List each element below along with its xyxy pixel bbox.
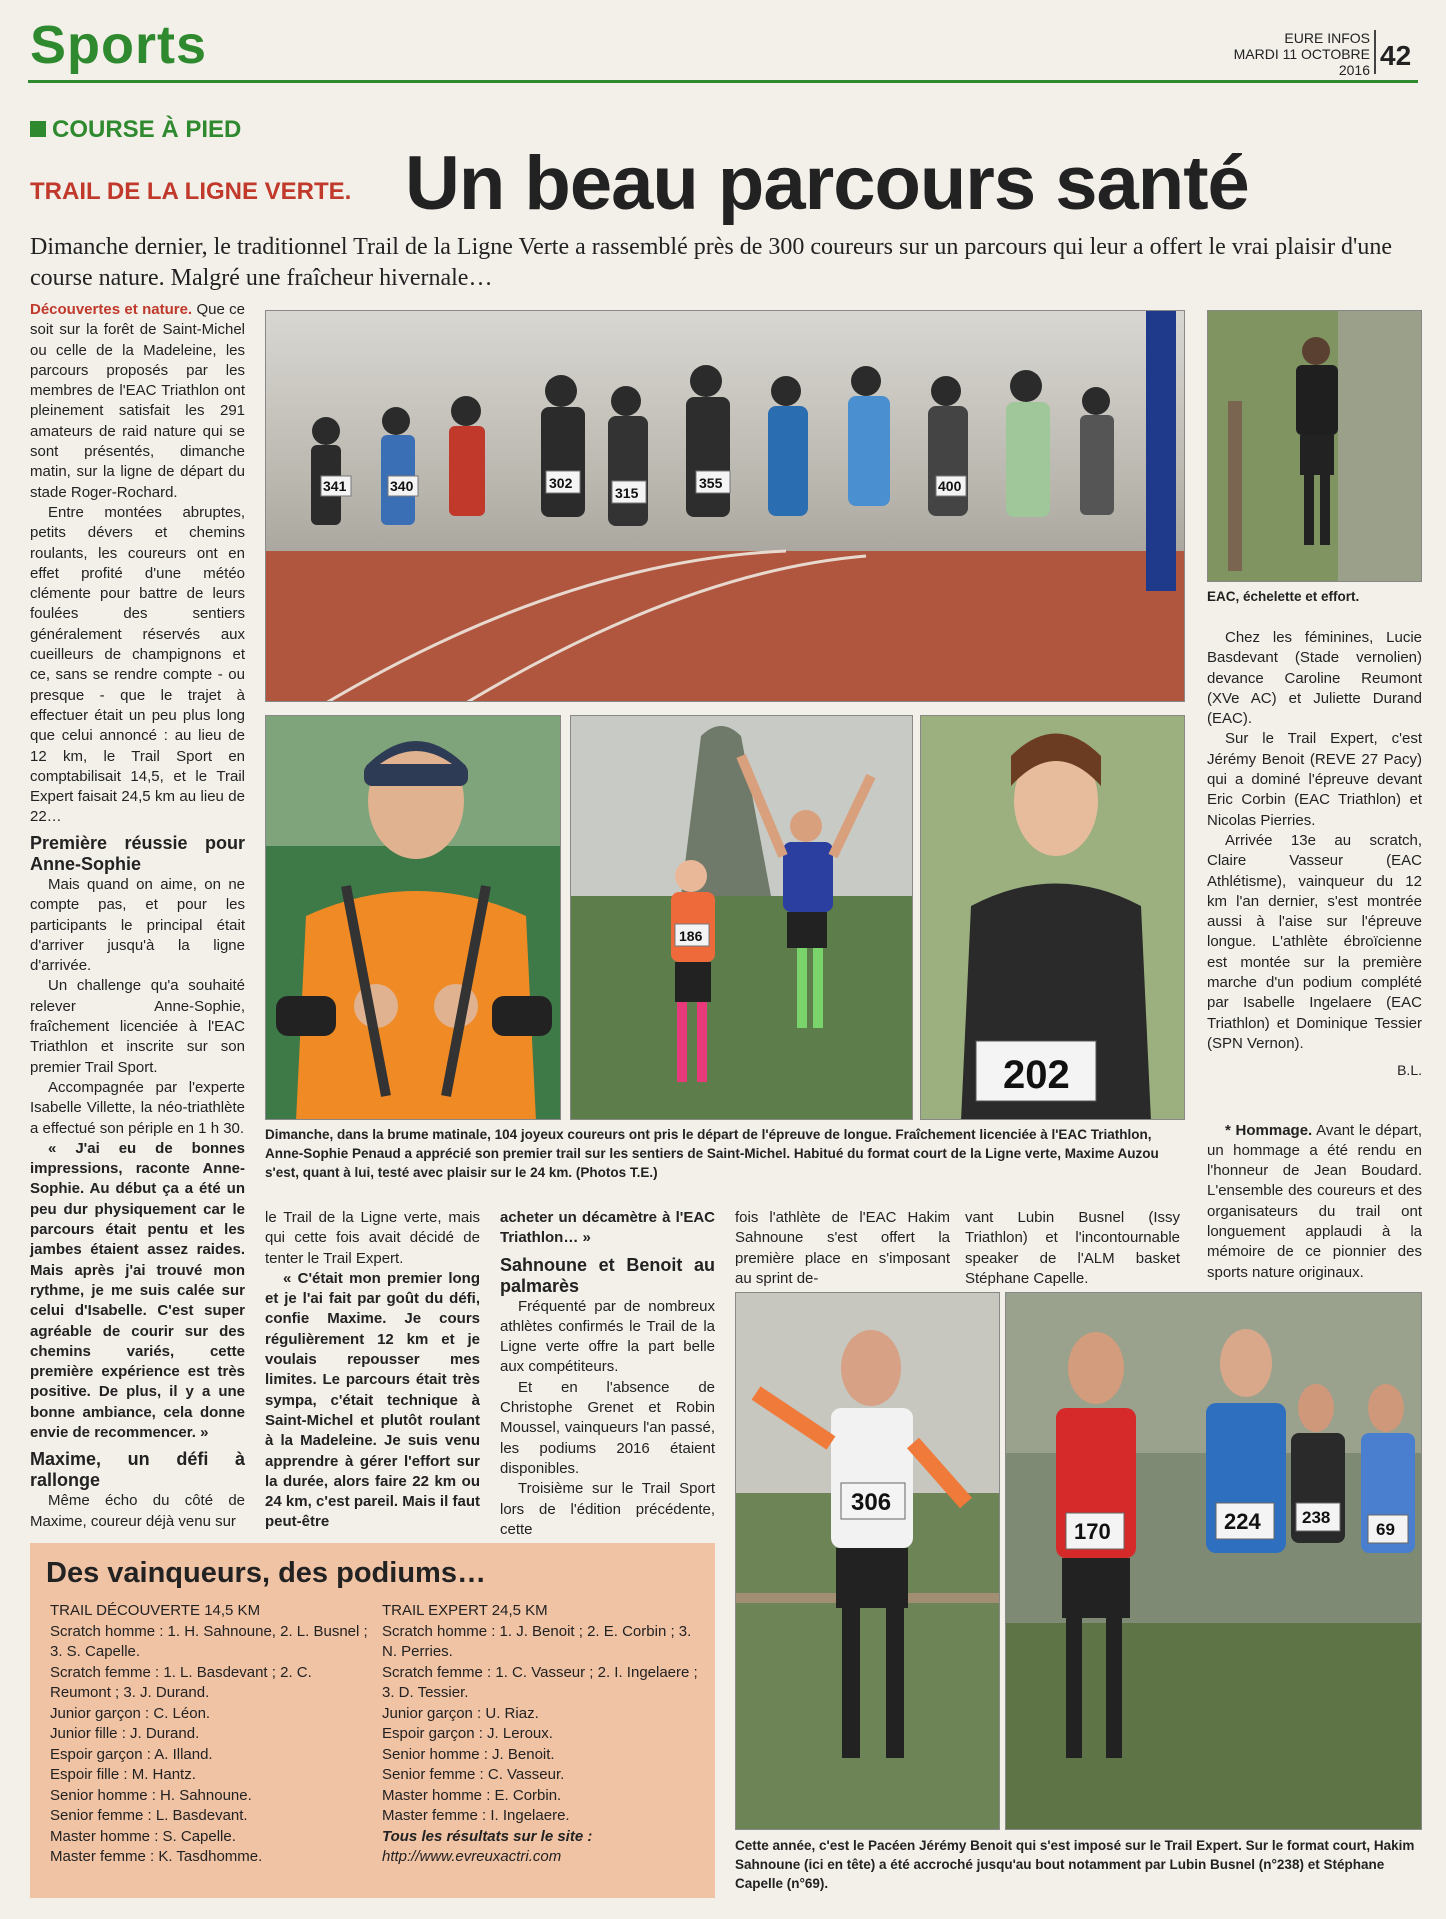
rubric [30, 116, 241, 144]
woman-runner-illustration [921, 716, 1185, 1120]
result-line: Senior homme : J. Benoit. [382, 1745, 555, 1763]
article-column-1 [30, 300, 245, 828]
subheading: Maxime, un défi à rallonge [30, 1449, 245, 1491]
paragraph: Fréquenté par de nombreux athlètes confirmés le Trail de la Ligne verte offre la part belle aux compétiteurs. [500, 1297, 715, 1376]
paragraph: Entre montées abruptes, petits dévers et chemins roulants, les coureurs ont en effet profité d'une météo clémente pour battre de leurs foulées des sentiers généralement réservés aux cueilleurs de champignons et ce, sans se rendre compte - ou presque - que le trajet à effectuer était un peu plus long que celui annoncé : au lieu de 12 km, le Trail Sport en comptabilisait 14,5, et le Trail Expert faisait 24,5 km au lieu de 22… [30, 503, 245, 826]
photo-maxime [265, 715, 561, 1120]
photo-sahnoune [735, 1292, 1000, 1830]
article-column-5 [965, 1208, 1180, 1289]
paragraph: Même écho du côté de Maxime, coureur déjà venu sur [30, 1492, 245, 1530]
bib-label: 306 [851, 1489, 892, 1516]
paper-date: MARDI 11 OCTOBRE 2016 [1233, 46, 1370, 78]
podium-subtitle: TRAIL EXPERT 24,5 KM [382, 1602, 548, 1619]
result-line: Master homme : S. Capelle. [50, 1827, 236, 1845]
bib-label: 69 [1376, 1520, 1395, 1539]
podium-box [30, 1543, 715, 1898]
paragraph: Et en l'absence de Christophe Grenet et Robin Moussel, vainqueurs l'an passé, les podiums 2016 étaient disponibles. [500, 1378, 715, 1477]
result-line: Master homme : E. Corbin. [382, 1786, 562, 1804]
paragraph: Chez les féminines, Lucie Basdevant (Stade vernolien) devance Caroline Reumont (XVe AC) et Juliette Durand (EAC). [1207, 629, 1422, 728]
page-number: 42 [1380, 40, 1412, 71]
result-line: Junior garçon : U. Riaz. [382, 1704, 539, 1722]
bib-label: 170 [1074, 1519, 1111, 1544]
text: Que ce soit sur la forêt de Saint-Michel ou celle de la Madeleine, les parcours proposés par les membres de l'EAC Triathlon ont pleinement satisfait les 291 amateurs de raid nature qui se sont présentés, dimanche matin, sur la ligne de départ du stade Roger-Rochard. [30, 301, 245, 501]
paragraph: acheter un décamètre à l'EAC Triathlon… » [500, 1209, 715, 1247]
paragraph [1207, 1121, 1422, 1283]
headline: Un beau parcours santé [405, 141, 1249, 226]
benoit-group-illustration [1006, 1293, 1422, 1830]
lead-paragraph: Dimanche dernier, le traditionnel Trail de la Ligne Verte a rassemblé près de 300 coureurs sur un parcours qui leur a offert le vrai plaisir d'une course nature. Malgré une fraîcheur hivernale… [30, 234, 1393, 291]
kicker: TRAIL DE LA LIGNE VERTE. [30, 178, 352, 205]
result-line: Master femme : K. Tasdhomme. [50, 1848, 263, 1865]
paragraph: Accompagnée par l'experte Isabelle Villette, la néo-triathlète a effectué son périple en 1 h 30. [30, 1078, 245, 1137]
paragraph: « C'était mon premier long et je l'ai fait par goût du défi, confie Maxime. Je cours régulièrement 12 km et je voulais repousser mes limites. Le parcours était très sympa, c'était technique à Saint-Michel et plutôt roulant à la Madeleine. Je suis venu apprendre à gérer l'effort sur la durée, alors faire 22 km ou 24 km, c'est pareil. Mais il faut peut-être [265, 1269, 480, 1531]
runner-steps-illustration [1208, 311, 1422, 582]
page-divider [1374, 30, 1376, 74]
maxime-illustration [266, 716, 561, 1120]
bib-label: 224 [1224, 1509, 1261, 1534]
caption-middle: Dimanche, dans la brume matinale, 104 joyeux coureurs ont pris le départ de l'épreuve de longue. Fraîchement licenciée à l'EAC Triathlon, Anne-Sophie Penaud a apprécié son premier trail sur les sentiers de Saint-Michel. Habitué du format court de la Ligne verte, Maxime Auzou s'est, quant à lui, testé avec plaisir sur le 24 km. (Photos T.E.) [265, 1127, 1159, 1180]
paragraph [30, 300, 245, 503]
caption-top-right: EAC, échelette et effort. [1207, 589, 1360, 604]
result-line: Junior fille : J. Durand. [50, 1725, 200, 1742]
anne-sophie-illustration [571, 716, 913, 1120]
article-column-3 [500, 1208, 715, 1540]
author-signature: B.L. [1397, 1062, 1422, 1079]
podium-subtitle: TRAIL DÉCOUVERTE 14,5 KM [50, 1602, 261, 1619]
photo-anne-sophie [570, 715, 913, 1120]
section-title: Sports [30, 15, 208, 75]
results-label: Tous les résultats sur le site : [382, 1827, 593, 1845]
result-line: Espoir garçon : J. Leroux. [382, 1725, 553, 1742]
result-line: Espoir garçon : A. Illand. [50, 1745, 213, 1763]
result-line: Senior femme : C. Vasseur. [382, 1766, 565, 1783]
photo-woman-runner [920, 715, 1185, 1120]
bib-label: 238 [1302, 1508, 1331, 1527]
rubric-square-icon [30, 121, 46, 137]
article-column-4 [735, 1208, 950, 1289]
paragraph: le Trail de la Ligne verte, mais qui cette fois avait décidé de tenter le Trail Expert. [265, 1209, 480, 1267]
bib-label: 302 [549, 475, 573, 491]
bib-label: 186 [679, 928, 703, 944]
bib-label: 340 [390, 478, 414, 494]
result-line: Junior garçon : C. Léon. [50, 1704, 211, 1722]
photo-runner-steps [1207, 310, 1422, 582]
result-line: Scratch femme : 1. C. Vasseur ; 2. I. Ingelaere ; 3. D. Tessier. [382, 1663, 698, 1701]
start-line-illustration [266, 311, 1185, 702]
results-link[interactable]: http://www.evreuxactri.com [382, 1848, 562, 1865]
caption-bottom: Cette année, c'est le Pacéen Jérémy Benoit qui s'est imposé sur le Trail Expert. Sur le format court, Hakim Sahnoune (ici en tête) a été accroché jusqu'au bout notamment par Lubin Busnel (n°238) et Stéphane Capelle (n°69). [735, 1838, 1415, 1891]
podium-expert [382, 1601, 702, 1868]
podium-title: Des vainqueurs, des podiums… [46, 1557, 486, 1589]
result-line: Master femme : I. Ingelaere. [382, 1807, 570, 1824]
bib-label: 202 [1003, 1053, 1070, 1097]
subheading: Sahnoune et Benoit au palmarès [500, 1254, 715, 1296]
result-line: Espoir fille : M. Hantz. [50, 1766, 196, 1783]
result-line: Scratch homme : 1. J. Benoit ; 2. E. Corbin ; 3. N. Perries. [382, 1622, 692, 1660]
header-rule [28, 80, 1418, 83]
bib-label: 355 [699, 475, 723, 491]
result-line: Scratch homme : 1. H. Sahnoune, 2. L. Busnel ; 3. S. Capelle. [50, 1622, 368, 1660]
rubric-label: COURSE À PIED [52, 116, 242, 143]
article-column-2 [265, 1208, 480, 1533]
paragraph: Arrivée 13e au scratch, Claire Vasseur (EAC Athlétisme), vainqueur du 12 km l'an dernier, s'est montrée aussi à l'aise sur l'épreuve longue. L'athlète ébroïcienne est montée sur la première marche d'un podium complété par Isabelle Ingelaere (EAC Triathlon) et Dominique Tessier (SPN Vernon). [1207, 831, 1422, 1052]
paper-name: EURE INFOS [1284, 30, 1370, 46]
photo-benoit-group [1005, 1292, 1422, 1830]
paragraph: Sur le Trail Expert, c'est Jérémy Benoit (REVE 27 Pacy) qui a dominé l'épreuve devant Eric Corbin (EAC Triathlon) et Nicolas Pierries. [1207, 730, 1422, 829]
paragraph: Mais quand on aime, on ne compte pas, et pour les participants le principal était d'arriver jusqu'à la ligne d'arrivée. [30, 876, 245, 975]
bib-label: 400 [938, 478, 962, 494]
hommage-keyword: * Hommage. [1225, 1121, 1313, 1139]
bib-label: 341 [323, 478, 347, 494]
sahnoune-illustration [736, 1293, 1000, 1830]
article-column-right [1207, 628, 1422, 1283]
paragraph: « J'ai eu de bonnes impressions, raconte Anne-Sophie. Au début ça a été un peu dur physiquement car le parcours était pentu et les jambes étaient assez raides. Mais après j'ai trouvé mon rythme, je me suis calée sur celui d'Isabelle. C'est super agréable de courir sur des chemins variés, cette première expérience est très positive. De plus, il y a une bonne ambiance, cela donne envie de recommencer. » [30, 1139, 245, 1442]
paragraph: Troisième sur le Trail Sport lors de l'édition précédente, cette [500, 1480, 715, 1538]
paragraph: fois l'athlète de l'EAC Hakim Sahnoune s'est offert la première place en s'imposant au sprint de- [735, 1209, 950, 1287]
paragraph: vant Lubin Busnel (Issy Triathlon) et l'incontournable speaker de l'ALM basket Stéphane Capelle. [965, 1209, 1180, 1287]
podium-decouverte [50, 1601, 370, 1868]
result-line: Senior homme : H. Sahnoune. [50, 1786, 252, 1804]
subheading: Première réussie pour Anne-Sophie [30, 833, 245, 874]
article-column-1-continued [30, 827, 245, 1532]
paragraph: Un challenge qu'a souhaité relever Anne-Sophie, fraîchement licenciée à l'EAC Triathlon et inscrite sur son premier Trail Sport. [30, 977, 245, 1076]
text: Avant le départ, un hommage a été rendu en l'honneur de Jean Boudard. L'ensemble des coureurs et des organisateurs du trail ont longuement applaudi à la mémoire de ce pionnier des sports nature originaux. [1207, 1121, 1422, 1281]
bib-label: 315 [615, 485, 639, 501]
result-line: Senior femme : L. Basdevant. [50, 1807, 248, 1824]
photo-start-line [265, 310, 1185, 702]
lead-keyword: Découvertes et nature. [30, 301, 193, 318]
result-line: Scratch femme : 1. L. Basdevant ; 2. C. Reumont ; 3. J. Durand. [50, 1663, 312, 1701]
